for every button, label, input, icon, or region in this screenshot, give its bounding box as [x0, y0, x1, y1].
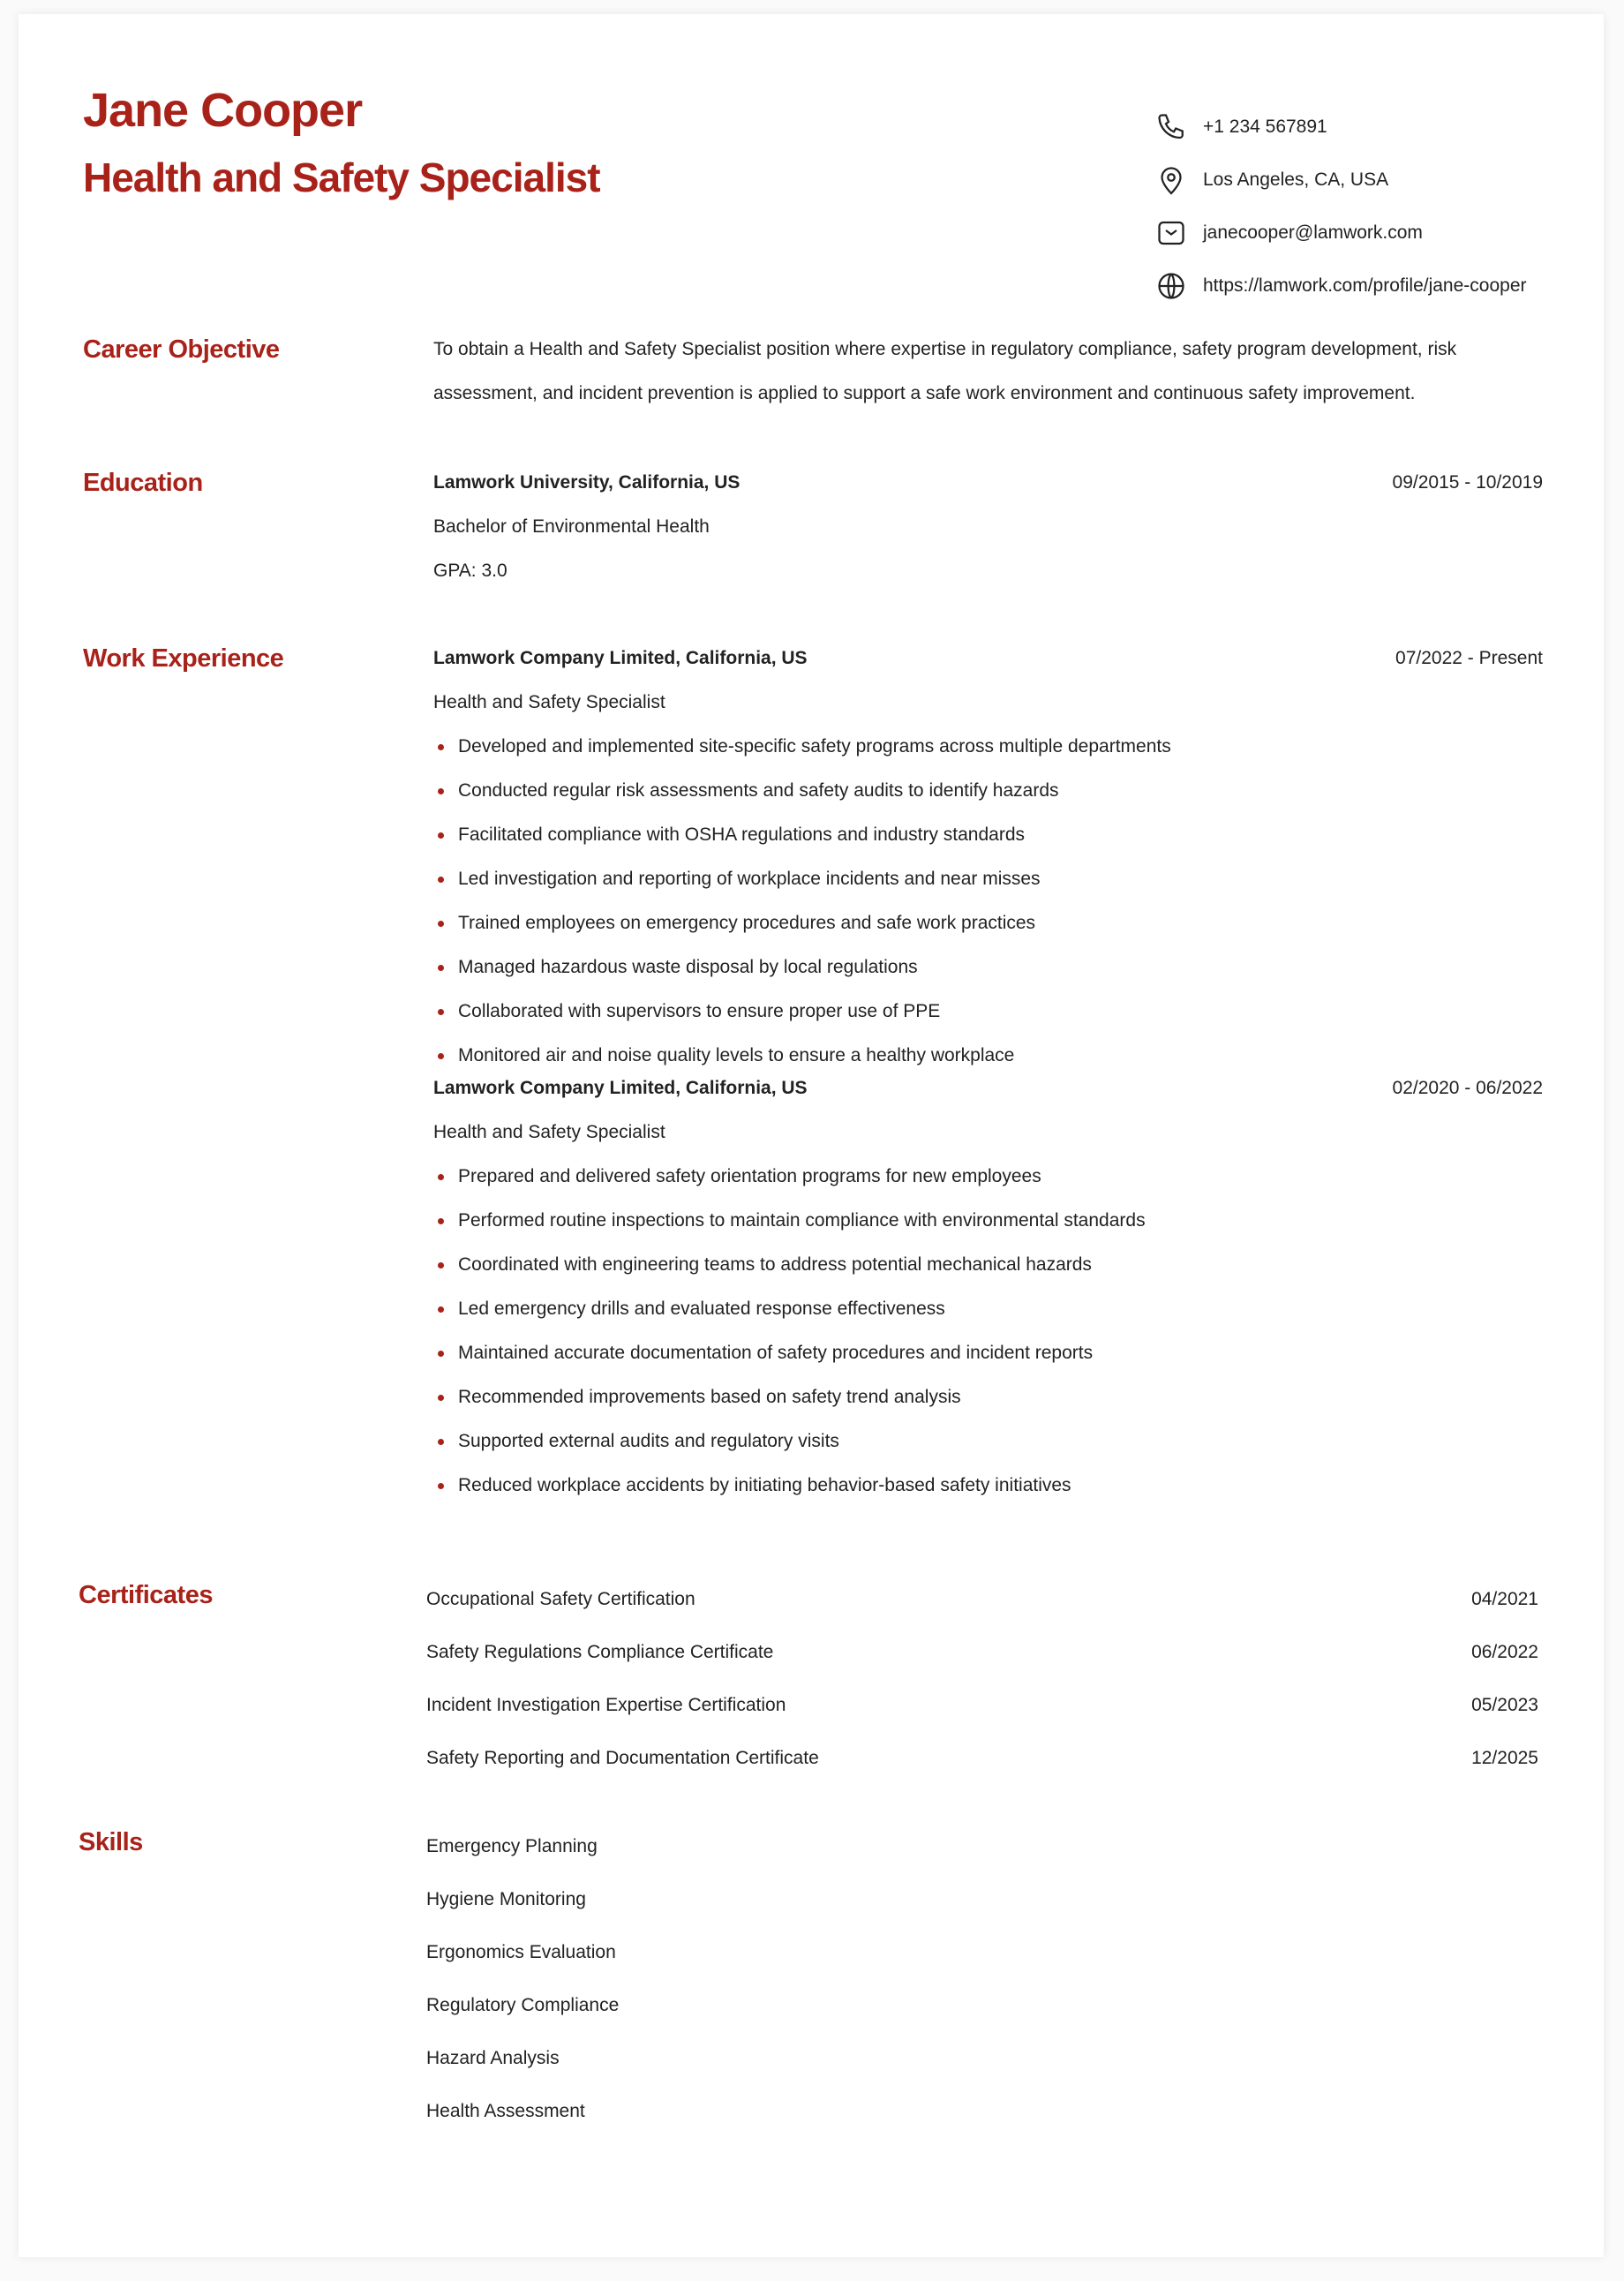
contact-website[interactable]	[1155, 260, 1527, 312]
bullet-item: Monitored air and noise quality levels to ensure a healthy workplace	[433, 1034, 1543, 1078]
job-entry	[433, 636, 1543, 1078]
mail-icon	[1155, 217, 1187, 249]
location-text: Los Angeles, CA, USA	[1203, 169, 1389, 190]
certificate-row	[426, 1573, 1538, 1626]
job-bullets	[433, 725, 1543, 1078]
company-name: Lamwork Company Limited, California, US	[433, 648, 808, 668]
bullet-item: Coordinated with engineering teams to address potential mechanical hazards	[433, 1243, 1543, 1287]
education-dates: 09/2015 - 10/2019	[1392, 472, 1543, 493]
certificate-row	[426, 1626, 1538, 1679]
certificate-date: 05/2023	[1471, 1695, 1538, 1715]
skill-item: Hazard Analysis	[426, 2048, 560, 2068]
section-work-experience	[83, 636, 1543, 1508]
bullet-item: Supported external audits and regulatory visits	[433, 1419, 1543, 1464]
skill-item: Health Assessment	[426, 2101, 585, 2121]
bullet-item: Developed and implemented site-specific safety programs across multiple departments	[433, 725, 1543, 769]
section-heading: Certificates	[79, 1581, 213, 1609]
skill-item: Emergency Planning	[426, 1836, 598, 1856]
bullet-item: Prepared and delivered safety orientation programs for new employees	[433, 1155, 1543, 1199]
location-icon	[1155, 164, 1187, 196]
job-dates: 02/2020 - 06/2022	[1392, 1078, 1543, 1098]
bullet-item: Reduced workplace accidents by initiating behavior-based safety initiatives	[433, 1464, 1543, 1508]
school-name: Lamwork University, California, US	[433, 472, 741, 493]
objective-text: To obtain a Health and Safety Specialist position where expertise in regulatory compliance, safety program development, risk assessment, and incident prevention is applied to support a safe work environment and continuous safety improvement.	[433, 339, 1457, 403]
bullet-item: Led investigation and reporting of workplace incidents and near misses	[433, 857, 1543, 901]
certificate-name: Occupational Safety Certification	[426, 1589, 695, 1609]
section-education	[83, 461, 1543, 593]
gpa: GPA: 3.0	[433, 561, 508, 581]
skill-item: Ergonomics Evaluation	[426, 1942, 616, 1962]
bullet-item: Conducted regular risk assessments and safety audits to identify hazards	[433, 769, 1543, 813]
website-link[interactable]: https://lamwork.com/profile/jane-cooper	[1203, 275, 1527, 296]
section-heading: Skills	[79, 1828, 143, 1856]
contact-phone	[1155, 101, 1527, 154]
skill-item: Hygiene Monitoring	[426, 1889, 586, 1909]
contact-email[interactable]	[1155, 207, 1527, 260]
degree: Bachelor of Environmental Health	[433, 516, 710, 537]
candidate-name: Jane Cooper	[83, 84, 363, 137]
bullet-item: Maintained accurate documentation of safety procedures and incident reports	[433, 1331, 1543, 1375]
section-certificates	[79, 1573, 1538, 1785]
contact-list	[1155, 101, 1527, 312]
bullet-item: Managed hazardous waste disposal by local regulations	[433, 945, 1543, 990]
job-bullets	[433, 1155, 1543, 1508]
job-role: Health and Safety Specialist	[433, 692, 665, 712]
job-header	[433, 636, 1543, 681]
contact-location	[1155, 154, 1527, 207]
bullet-item: Led emergency drills and evaluated response effectiveness	[433, 1287, 1543, 1331]
phone-text: +1 234 567891	[1203, 117, 1327, 137]
bullet-item: Collaborated with supervisors to ensure proper use of PPE	[433, 990, 1543, 1034]
certificate-date: 04/2021	[1471, 1589, 1538, 1609]
section-skills	[79, 1820, 1538, 2138]
email-link[interactable]: janecooper@lamwork.com	[1203, 222, 1423, 243]
certificate-row	[426, 1679, 1538, 1732]
section-heading: Work Experience	[83, 644, 284, 673]
candidate-title: Health and Safety Specialist	[83, 154, 600, 200]
phone-icon	[1155, 111, 1187, 143]
job-entry	[433, 1066, 1543, 1508]
job-role: Health and Safety Specialist	[433, 1122, 665, 1142]
certificate-name: Incident Investigation Expertise Certification	[426, 1695, 786, 1715]
skill-item: Regulatory Compliance	[426, 1995, 620, 2015]
section-career-objective	[83, 327, 1543, 416]
section-heading: Education	[83, 469, 203, 497]
certificate-name: Safety Regulations Compliance Certificate	[426, 1642, 774, 1662]
section-heading: Career Objective	[83, 335, 280, 364]
resume-page	[19, 14, 1604, 2257]
certificate-date: 06/2022	[1471, 1642, 1538, 1662]
bullet-item: Performed routine inspections to maintain compliance with environmental standards	[433, 1199, 1543, 1243]
certificate-row	[426, 1732, 1538, 1785]
bullet-item: Facilitated compliance with OSHA regulations and industry standards	[433, 813, 1543, 857]
company-name: Lamwork Company Limited, California, US	[433, 1078, 808, 1098]
certificate-name: Safety Reporting and Documentation Certificate	[426, 1748, 819, 1768]
job-dates: 07/2022 - Present	[1395, 648, 1543, 668]
bullet-item: Trained employees on emergency procedures and safe work practices	[433, 901, 1543, 945]
bullet-item: Recommended improvements based on safety trend analysis	[433, 1375, 1543, 1419]
globe-icon	[1155, 270, 1187, 302]
certificate-date: 12/2025	[1471, 1748, 1538, 1768]
